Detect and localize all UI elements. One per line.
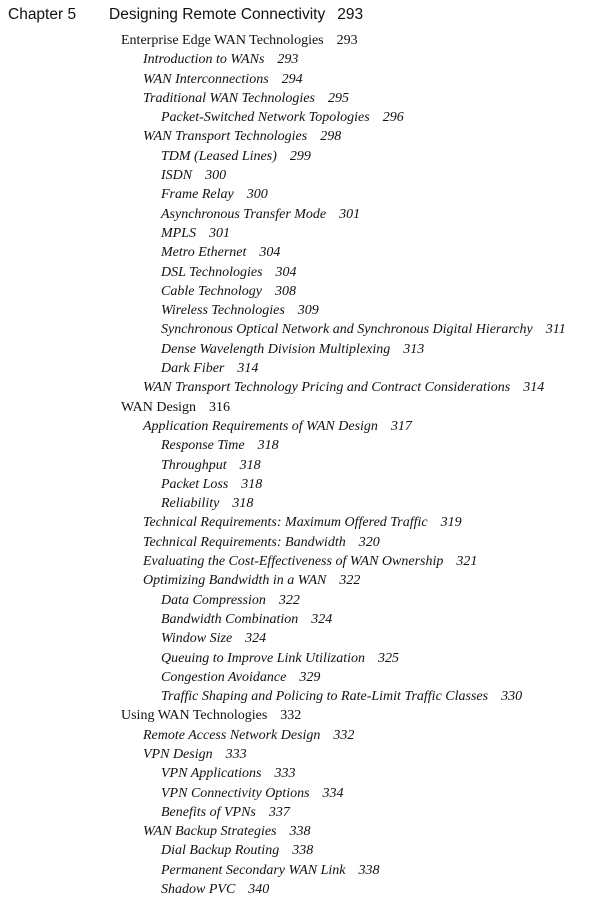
toc-entry-title: Packet Loss <box>161 476 229 492</box>
chapter-title: Designing Remote Connectivity <box>109 6 326 23</box>
toc-entry-level-3 <box>0 494 600 513</box>
toc-entry-title: DSL Technologies <box>161 264 263 280</box>
toc-entry-page-number: 332 <box>280 708 302 724</box>
toc-entry-level-3 <box>0 185 600 204</box>
toc-entry-page-number: 311 <box>545 322 566 338</box>
toc-entry-title: Introduction to WANs <box>143 52 265 68</box>
toc-entry-page-number: 300 <box>246 187 268 203</box>
toc-entry-title: Traditional WAN Technologies <box>143 90 315 106</box>
toc-entry-title: Cable Technology <box>161 283 262 299</box>
toc-entry-level-3 <box>0 880 600 899</box>
toc-entry-title: VPN Applications <box>161 766 262 782</box>
toc-entry-page-number: 338 <box>292 843 314 859</box>
toc-entry-page-number: 313 <box>403 341 425 357</box>
toc-entry-level-3 <box>0 301 600 320</box>
toc-entry-level-3 <box>0 610 600 629</box>
toc-entry-page-number: 316 <box>209 399 231 415</box>
toc-entry-level-3 <box>0 591 600 610</box>
toc-entry-title: WAN Design <box>121 399 197 415</box>
toc-entry-title: Benefits of VPNs <box>161 804 256 820</box>
toc-entry-page-number: 300 <box>205 168 227 184</box>
toc-entry-page-number: 293 <box>336 33 358 48</box>
toc-entry-level-2 <box>0 70 600 89</box>
toc-entry-title: Optimizing Bandwidth in a WAN <box>143 573 327 589</box>
toc-entry-level-2 <box>0 726 600 745</box>
toc-entry-page-number: 304 <box>259 245 281 261</box>
toc-entry-level-3 <box>0 108 600 127</box>
toc-entry-title: Asynchronous Transfer Mode <box>161 206 327 222</box>
toc-entry-page-number: 333 <box>225 746 247 762</box>
toc-entry-level-1 <box>0 398 600 417</box>
toc-entry-title: Permanent Secondary WAN Link <box>161 862 346 878</box>
toc-entry-title: Response Time <box>161 438 245 454</box>
toc-entry-title: Congestion Avoidance <box>161 669 287 685</box>
toc-entry-page-number: 338 <box>289 824 311 840</box>
toc-entry-title: VPN Connectivity Options <box>161 785 310 801</box>
toc-entry-title: WAN Interconnections <box>143 71 269 87</box>
toc-entry-title: Wireless Technologies <box>161 303 285 319</box>
toc-entry-level-3 <box>0 764 600 783</box>
toc-entry-page-number: 334 <box>322 785 344 801</box>
toc-entry-page-number: 301 <box>209 225 230 241</box>
toc-entry-title: Dial Backup Routing <box>161 843 280 859</box>
toc-entry-level-2 <box>0 822 600 841</box>
toc-entry-level-3 <box>0 668 600 687</box>
toc-entry-title: VPN Design <box>143 746 213 762</box>
toc-entry-title: Remote Access Network Design <box>143 727 321 743</box>
toc-entry-page-number: 318 <box>239 457 261 473</box>
toc-entry-level-1 <box>0 706 600 725</box>
toc-entry-level-3 <box>0 456 600 475</box>
toc-entry-title: Technical Requirements: Maximum Offered Traffic <box>143 515 428 531</box>
toc-entry-page-number: 309 <box>297 303 319 319</box>
toc-entry-title: Synchronous Optical Network and Synchronous Digital Hierarchy <box>161 322 533 338</box>
toc-entry-level-3 <box>0 861 600 880</box>
toc-entry-page-number: 298 <box>320 129 342 145</box>
toc-entry-page-number: 318 <box>241 476 263 492</box>
toc-entry-level-2 <box>0 745 600 764</box>
toc-entry-page-number: 322 <box>339 573 361 589</box>
toc-entry-page-number: 325 <box>378 650 400 666</box>
toc-entry-level-2 <box>0 378 600 397</box>
toc-entry-page-number: 324 <box>311 611 333 627</box>
toc-entry-title: Bandwidth Combination <box>161 611 299 627</box>
toc-entry-page-number: 296 <box>382 110 404 126</box>
chapter-page-number: 293 <box>337 6 364 23</box>
toc-entry-page-number: 338 <box>358 862 380 878</box>
toc-entry-level-1 <box>0 31 600 50</box>
toc-entry-level-3 <box>0 320 600 339</box>
toc-entry-page-number: 299 <box>289 148 311 164</box>
toc-entry-level-2 <box>0 552 600 571</box>
toc-entry-level-2 <box>0 89 600 108</box>
toc-entry-level-3 <box>0 166 600 185</box>
toc-entry-level-2 <box>0 513 600 532</box>
toc-entry-page-number: 333 <box>274 766 296 782</box>
toc-entry-title: Window Size <box>161 631 233 647</box>
toc-entry-level-2 <box>0 533 600 552</box>
toc-entry-title: Packet-Switched Network Topologies <box>161 110 370 126</box>
toc-entry-level-3 <box>0 649 600 668</box>
toc-entry-page-number: 318 <box>232 496 254 512</box>
toc-entry-page-number: 314 <box>237 361 259 377</box>
toc-entry-page-number: 293 <box>277 52 299 68</box>
toc-entry-page-number: 314 <box>523 380 545 396</box>
toc-entry-level-3 <box>0 263 600 282</box>
toc-entry-title: Technical Requirements: Bandwidth <box>143 534 346 550</box>
toc-entry-level-3 <box>0 687 600 706</box>
toc-entry-page-number: 319 <box>440 515 462 531</box>
toc-entry-page-number: 318 <box>257 438 279 454</box>
toc-entry-title: Reliability <box>161 496 220 512</box>
toc-entry-level-2 <box>0 127 600 146</box>
toc-entry-level-3 <box>0 205 600 224</box>
toc-entry-page-number: 321 <box>456 554 478 570</box>
toc-entry-title: WAN Backup Strategies <box>143 824 277 840</box>
toc-entry-level-3 <box>0 147 600 166</box>
toc-entry-title: Throughput <box>161 457 227 473</box>
toc-entry-level-3 <box>0 629 600 648</box>
toc-entry-level-3 <box>0 359 600 378</box>
toc-entry-title: Shadow PVC <box>161 882 236 898</box>
toc-entry-title: Evaluating the Cost-Effectiveness of WAN Ownership <box>143 554 444 570</box>
toc-entry-title: TDM (Leased Lines) <box>161 148 277 164</box>
toc-entry-title: Metro Ethernet <box>161 245 247 261</box>
toc-entry-level-3 <box>0 224 600 243</box>
toc-entry-level-3 <box>0 340 600 359</box>
toc-entry-level-2 <box>0 417 600 436</box>
toc-entry-page-number: 304 <box>275 264 297 280</box>
toc-entry-page-number: 320 <box>358 534 380 550</box>
toc-entry-page-number: 295 <box>327 90 349 106</box>
table-of-contents <box>0 31 600 899</box>
toc-entry-level-3 <box>0 436 600 455</box>
toc-entry-page-number: 329 <box>299 669 321 685</box>
toc-entry-page-number: 301 <box>339 206 361 222</box>
toc-entry-level-3 <box>0 841 600 860</box>
toc-entry-title: Traffic Shaping and Policing to Rate-Limit Traffic Classes <box>161 689 489 705</box>
toc-entry-title: Enterprise Edge WAN Technologies <box>121 33 324 48</box>
toc-entry-page-number: 317 <box>390 418 412 434</box>
toc-entry-page-number: 322 <box>278 592 300 608</box>
toc-entry-title: Dark Fiber <box>161 361 225 377</box>
toc-entry-level-3 <box>0 475 600 494</box>
toc-entry-title: WAN Transport Technology Pricing and Contract Considerations <box>143 380 511 396</box>
toc-entry-page-number: 332 <box>333 727 355 743</box>
toc-entry-page-number: 294 <box>281 71 303 87</box>
toc-entry-title: MPLS <box>161 225 196 241</box>
toc-entry-title: Application Requirements of WAN Design <box>143 418 378 434</box>
toc-entry-page-number: 330 <box>501 689 523 705</box>
toc-entry-level-3 <box>0 282 600 301</box>
toc-entry-level-2 <box>0 571 600 590</box>
toc-entry-page-number: 324 <box>245 631 267 647</box>
toc-entry-level-2 <box>0 50 600 69</box>
toc-entry-title: WAN Transport Technologies <box>143 129 308 145</box>
chapter-title-group <box>109 6 363 24</box>
toc-entry-page-number: 340 <box>248 882 270 898</box>
chapter-label: Chapter 5 <box>8 6 77 23</box>
toc-entry-level-3 <box>0 784 600 803</box>
toc-entry-level-3 <box>0 803 600 822</box>
toc-entry-title: Dense Wavelength Division Multiplexing <box>161 341 391 357</box>
toc-entry-level-3 <box>0 243 600 262</box>
toc-entry-title: ISDN <box>161 168 193 184</box>
toc-entry-title: Data Compression <box>161 592 266 608</box>
toc-entry-title: Using WAN Technologies <box>121 708 268 724</box>
toc-entry-title: Frame Relay <box>161 187 234 203</box>
toc-entry-title: Queuing to Improve Link Utilization <box>161 650 366 666</box>
toc-entry-page-number: 337 <box>268 804 290 820</box>
toc-entry-page-number: 308 <box>274 283 296 299</box>
